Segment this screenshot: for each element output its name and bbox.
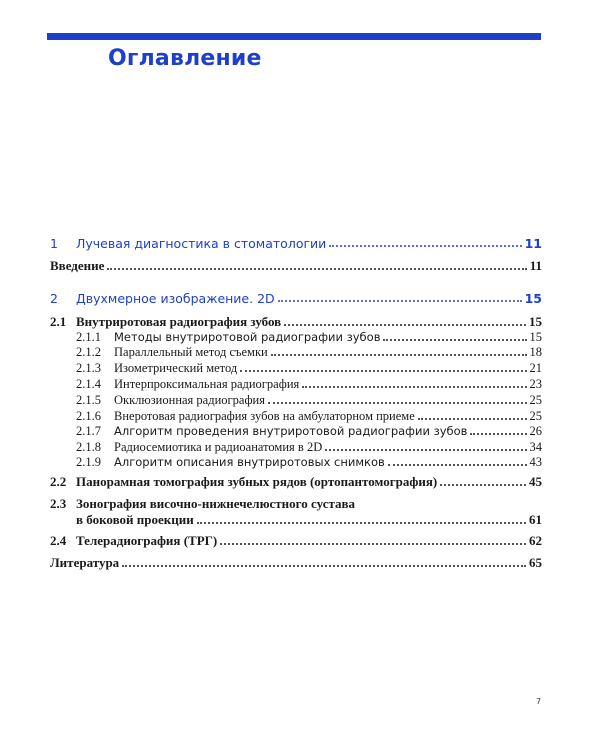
toc-number: 2 <box>50 291 58 306</box>
dot-leader <box>271 353 527 356</box>
toc-title: Изометрический метод <box>114 361 238 375</box>
toc-title: Двухмерное изображение. 2D <box>76 291 275 306</box>
dot-leader <box>278 299 522 302</box>
toc-number: 2.1.8 <box>76 440 101 454</box>
toc-title: Литература <box>50 555 120 570</box>
toc-number: 2.1 <box>50 314 67 329</box>
toc-entry-section-2-3[interactable] <box>0 496 600 512</box>
toc-entry-section-2-2[interactable] <box>0 474 600 490</box>
toc-page: 61 <box>529 512 542 527</box>
page-title: Оглавление <box>108 46 262 71</box>
dot-leader <box>325 448 526 451</box>
dot-leader <box>418 417 527 420</box>
toc-page: 21 <box>529 361 542 375</box>
dot-leader <box>470 432 526 435</box>
toc-title: Методы внутриротовой радиографии зубов <box>114 330 381 344</box>
toc-entry-introduction[interactable] <box>0 258 600 274</box>
toc-page: 23 <box>529 377 542 391</box>
dot-leader <box>383 338 526 341</box>
toc-page: 15 <box>529 330 542 344</box>
toc-page: 11 <box>529 258 542 273</box>
toc-entry-section-2-1[interactable] <box>0 314 600 330</box>
dot-leader <box>302 385 526 388</box>
toc-page: 15 <box>524 291 542 306</box>
toc-title: Алгоритм проведения внутриротовой радиографии зубов <box>114 424 468 438</box>
toc-page: 45 <box>529 474 542 489</box>
toc-number: 1 <box>50 236 58 251</box>
toc-number: 2.4 <box>50 533 67 548</box>
toc-entry-subsection-2-1-3[interactable] <box>0 361 600 376</box>
toc-page: 62 <box>529 533 542 548</box>
toc-number: 2.2 <box>50 474 67 489</box>
toc-entry-subsection-2-1-1[interactable] <box>0 330 600 345</box>
toc-number: 2.1.4 <box>76 377 101 391</box>
toc-page: 26 <box>529 424 542 438</box>
toc-title: Внутриротовая радиография зубов <box>76 314 282 329</box>
toc-number: 2.3 <box>50 496 67 511</box>
toc-entry-section-2-3-continued[interactable] <box>0 512 600 528</box>
toc-title: Радиосемиотика и радиоанатомия в 2D <box>114 440 323 454</box>
toc-title-continued: в боковой проекции <box>76 512 194 527</box>
dot-leader <box>122 564 526 567</box>
toc-number: 2.1.2 <box>76 345 101 359</box>
toc-title: Параллельный метод съемки <box>114 345 268 359</box>
toc-page: 18 <box>529 345 542 359</box>
toc-entry-subsection-2-1-9[interactable] <box>0 455 600 470</box>
toc-page: 65 <box>529 555 542 570</box>
toc-number: 2.1.3 <box>76 361 101 375</box>
dot-leader <box>240 369 526 372</box>
dot-leader <box>197 521 526 524</box>
toc-entry-references[interactable] <box>0 555 600 571</box>
toc-title: Телерадиография (ТРГ) <box>76 533 218 548</box>
toc-number: 2.1.9 <box>76 455 101 469</box>
toc-entry-subsection-2-1-5[interactable] <box>0 393 600 408</box>
dot-leader <box>284 323 526 326</box>
toc-entry-subsection-2-1-7[interactable] <box>0 424 600 439</box>
dot-leader <box>440 483 526 486</box>
dot-leader <box>329 244 521 247</box>
toc-entry-subsection-2-1-8[interactable] <box>0 440 600 455</box>
toc-entry-section-2-4[interactable] <box>0 533 600 549</box>
toc-entry-chapter-1[interactable] <box>0 236 600 251</box>
toc-title: Введение <box>50 258 105 273</box>
toc-entry-subsection-2-1-4[interactable] <box>0 377 600 392</box>
toc-number: 2.1.6 <box>76 409 101 423</box>
toc-title: Внеротовая радиография зубов на амбулаторном приеме <box>114 409 415 423</box>
toc-title: Лучевая диагностика в стоматологии <box>76 236 327 251</box>
dot-leader <box>107 267 526 270</box>
toc-entry-chapter-2[interactable] <box>0 291 600 306</box>
toc-title: Интерпроксимальная радиография <box>114 377 300 391</box>
dot-leader <box>388 463 527 466</box>
toc-entry-subsection-2-1-2[interactable] <box>0 345 600 360</box>
page-number: 7 <box>536 697 542 706</box>
toc-title: Алгоритм описания внутриротовых снимков <box>114 455 385 469</box>
toc-title: Панорамная томография зубных рядов (ортопантомография) <box>76 474 438 489</box>
toc-title: Окклюзионная радиография <box>114 393 265 407</box>
dot-leader <box>220 542 526 545</box>
dot-leader <box>268 401 527 404</box>
toc-page: 34 <box>529 440 542 454</box>
toc-page: 15 <box>529 314 542 329</box>
toc-page: 43 <box>529 455 542 469</box>
toc-number: 2.1.1 <box>76 330 101 344</box>
toc-entry-subsection-2-1-6[interactable] <box>0 409 600 424</box>
toc-number: 2.1.5 <box>76 393 101 407</box>
toc-page: 11 <box>524 236 542 251</box>
toc-title: Зонография височно-нижнечелюстного сустава <box>76 496 356 511</box>
toc-page: 25 <box>529 409 542 423</box>
toc-number: 2.1.7 <box>76 424 101 438</box>
toc-page: 25 <box>529 393 542 407</box>
